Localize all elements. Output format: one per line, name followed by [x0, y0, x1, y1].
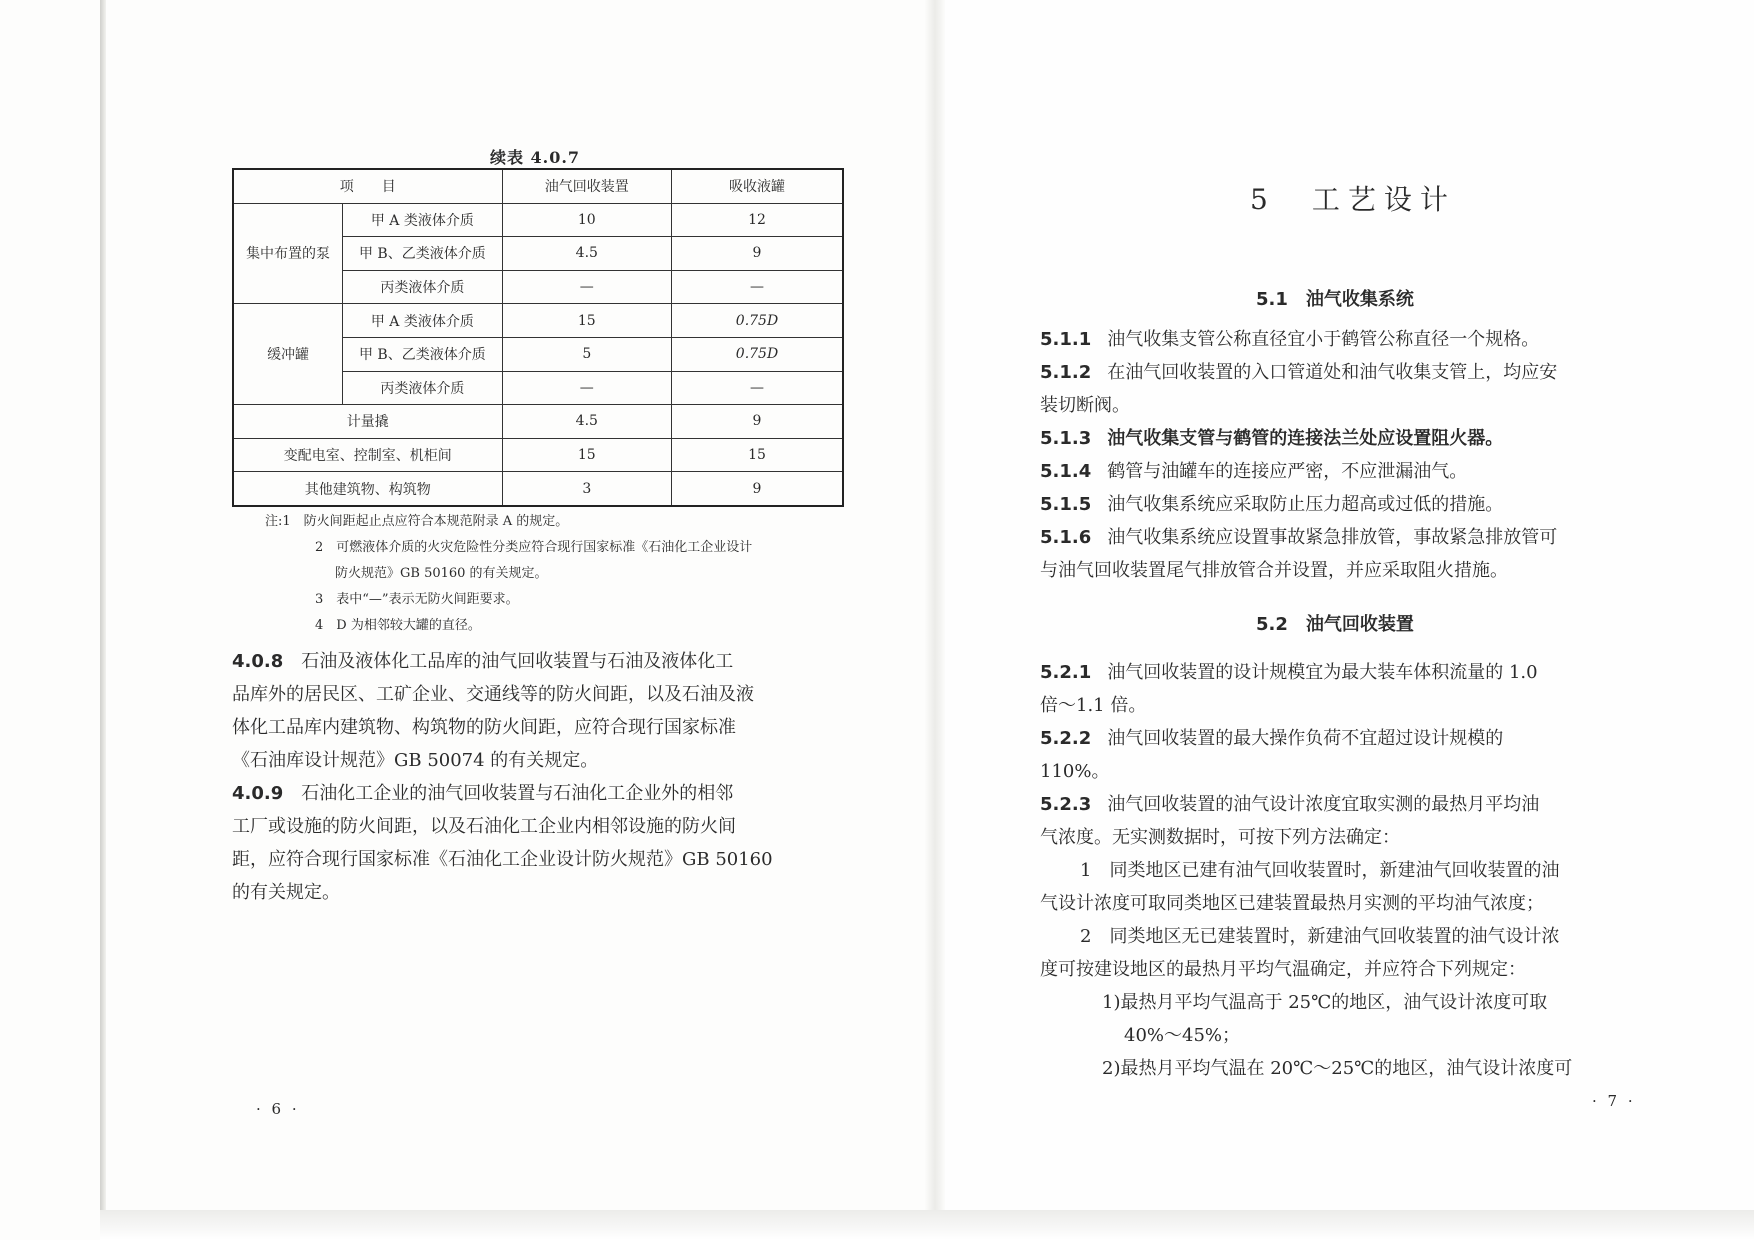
clause-5-2-3: 5.2.3 油气回收装置的油气设计浓度宜取实测的最热月平均油 气浓度。无实测数据时，可按下列方法确定：	[1040, 794, 1540, 848]
chapter-title: 5 工艺设计	[1250, 183, 1456, 216]
section-heading-5-1: 5.1 油气收集系统	[1256, 289, 1414, 310]
table-cell: —	[502, 371, 671, 405]
list-item-1: 1 同类地区已建有油气回收装置时，新建油气回收装置的油 气设计浓度可取同类地区已建装置最热月实测的平均油气浓度；	[1040, 860, 1560, 914]
page-edge-shadow	[100, 0, 106, 1240]
page-number-left: · 6 ·	[256, 1100, 300, 1118]
table-cell: 变配电室、控制室、机柜间	[233, 438, 502, 472]
table-cell: 丙类液体介质	[343, 371, 502, 405]
sub-item-2: 2)最热月平均气温在 20℃～25℃的地区，油气设计浓度可	[1102, 1058, 1573, 1079]
list-item-2: 2 同类地区无已建装置时，新建油气回收装置的油气设计浓 度可按建设地区的最热月平均气温确定，并应符合下列规定：	[1040, 926, 1560, 980]
table-cell: —	[672, 371, 844, 405]
table-cell: 4.5	[502, 405, 671, 439]
table-notes	[265, 509, 752, 639]
table-cell: 甲 A 类液体介质	[343, 203, 502, 237]
table-cell: 计量撬	[233, 405, 502, 439]
note-line: 防火规范》GB 50160 的有关规定。	[335, 566, 548, 581]
clause-5-1-3: 5.1.3 油气收集支管与鹤管的连接法兰处应设置阻火器。	[1040, 428, 1504, 449]
table-cell: —	[672, 270, 844, 304]
group-label: 集中布置的泵	[233, 203, 343, 304]
note-line: 注:1 防火间距起止点应符合本规范附录 A 的规定。	[265, 514, 569, 529]
clause-4-0-9: 4.0.9 石油化工企业的油气回收装置与石油化工企业外的相邻 工厂或设施的防火间距，以及石油化工企业内相邻设施的防火间 距，应符合现行国家标准《石油化工企业设计防火规范》GB 50160 的有关规定。	[232, 783, 773, 903]
clause-5-1-6: 5.1.6 油气收集系统应设置事故紧急排放管，事故紧急排放管可 与油气回收装置尾气排放管合并设置，并应采取阻火措施。	[1040, 527, 1558, 581]
table-row	[233, 472, 843, 506]
table-cell: 12	[672, 203, 844, 237]
page-bottom-edge	[100, 1210, 1754, 1240]
clause-number: 4.0.8	[232, 651, 284, 672]
table-cell: 0.75D	[672, 337, 844, 371]
table-cell: 9	[672, 237, 844, 271]
table-cell: 10	[502, 203, 671, 237]
note-line: 3 表中“—”表示无防火间距要求。	[315, 592, 519, 607]
header-recovery-unit: 油气回收装置	[502, 169, 671, 203]
table-cell: 丙类液体介质	[343, 270, 502, 304]
table-cell: 其他建筑物、构筑物	[233, 472, 502, 506]
header-absorption-tank: 吸收液罐	[672, 169, 844, 203]
table-cell: 4.5	[502, 237, 671, 271]
fire-distance-table	[232, 168, 844, 507]
table-row	[233, 438, 843, 472]
clause-number: 4.0.9	[232, 783, 284, 804]
clause-5-2-1: 5.2.1 油气回收装置的设计规模宜为最大装车体积流量的 1.0 倍～1.1 倍。	[1040, 662, 1538, 716]
table-row	[233, 405, 843, 439]
table-caption: 续表 4.0.7	[489, 148, 581, 167]
clause-4-0-8: 4.0.8 石油及液体化工品库的油气回收装置与石油及液体化工 品库外的居民区、工矿企业、交通线等的防火间距，以及石油及液 体化工品库内建筑物、构筑物的防火间距，应符合现行国家标准 《石油库设计规范》GB 50074 的有关规定。	[232, 651, 754, 771]
table-cell: 15	[672, 438, 844, 472]
header-item: 项 目	[233, 169, 502, 203]
table-cell: 甲 B、乙类液体介质	[343, 337, 502, 371]
table-header-row	[233, 169, 843, 203]
table-cell: 5	[502, 337, 671, 371]
group-label: 缓冲罐	[233, 304, 343, 405]
clause-5-1-2: 5.1.2 在油气回收装置的入口管道处和油气收集支管上，均应安 装切断阀。	[1040, 362, 1558, 416]
note-line: 4 D 为相邻较大罐的直径。	[315, 618, 481, 633]
book-gutter	[925, 0, 945, 1240]
clause-5-1-1: 5.1.1 油气收集支管公称直径宜小于鹤管公称直径一个规格。	[1040, 329, 1540, 350]
table-cell: 0.75D	[672, 304, 844, 338]
table-row	[233, 203, 843, 237]
table-cell: 9	[672, 472, 844, 506]
clause-5-1-4: 5.1.4 鹤管与油罐车的连接应严密，不应泄漏油气。	[1040, 461, 1468, 482]
table-cell: 甲 A 类液体介质	[343, 304, 502, 338]
clause-5-1-5: 5.1.5 油气收集系统应采取防止压力超高或过低的措施。	[1040, 494, 1504, 515]
note-line: 2 可燃液体介质的火灾危险性分类应符合现行国家标准《石油化工企业设计	[315, 540, 753, 555]
table-cell: 3	[502, 472, 671, 506]
section-heading-5-2: 5.2 油气回收装置	[1256, 614, 1414, 635]
sub-item-1: 1)最热月平均气温高于 25℃的地区，油气设计浓度可取 40%～45%；	[1102, 992, 1548, 1046]
clause-5-2-2: 5.2.2 油气回收装置的最大操作负荷不宜超过设计规模的 110%。	[1040, 728, 1504, 782]
table-cell: 15	[502, 438, 671, 472]
table-cell: 15	[502, 304, 671, 338]
page-number-right: · 7 ·	[1592, 1092, 1636, 1110]
table-cell: 甲 B、乙类液体介质	[343, 237, 502, 271]
table-cell: 9	[672, 405, 844, 439]
table-row	[233, 304, 843, 338]
table-cell: —	[502, 270, 671, 304]
